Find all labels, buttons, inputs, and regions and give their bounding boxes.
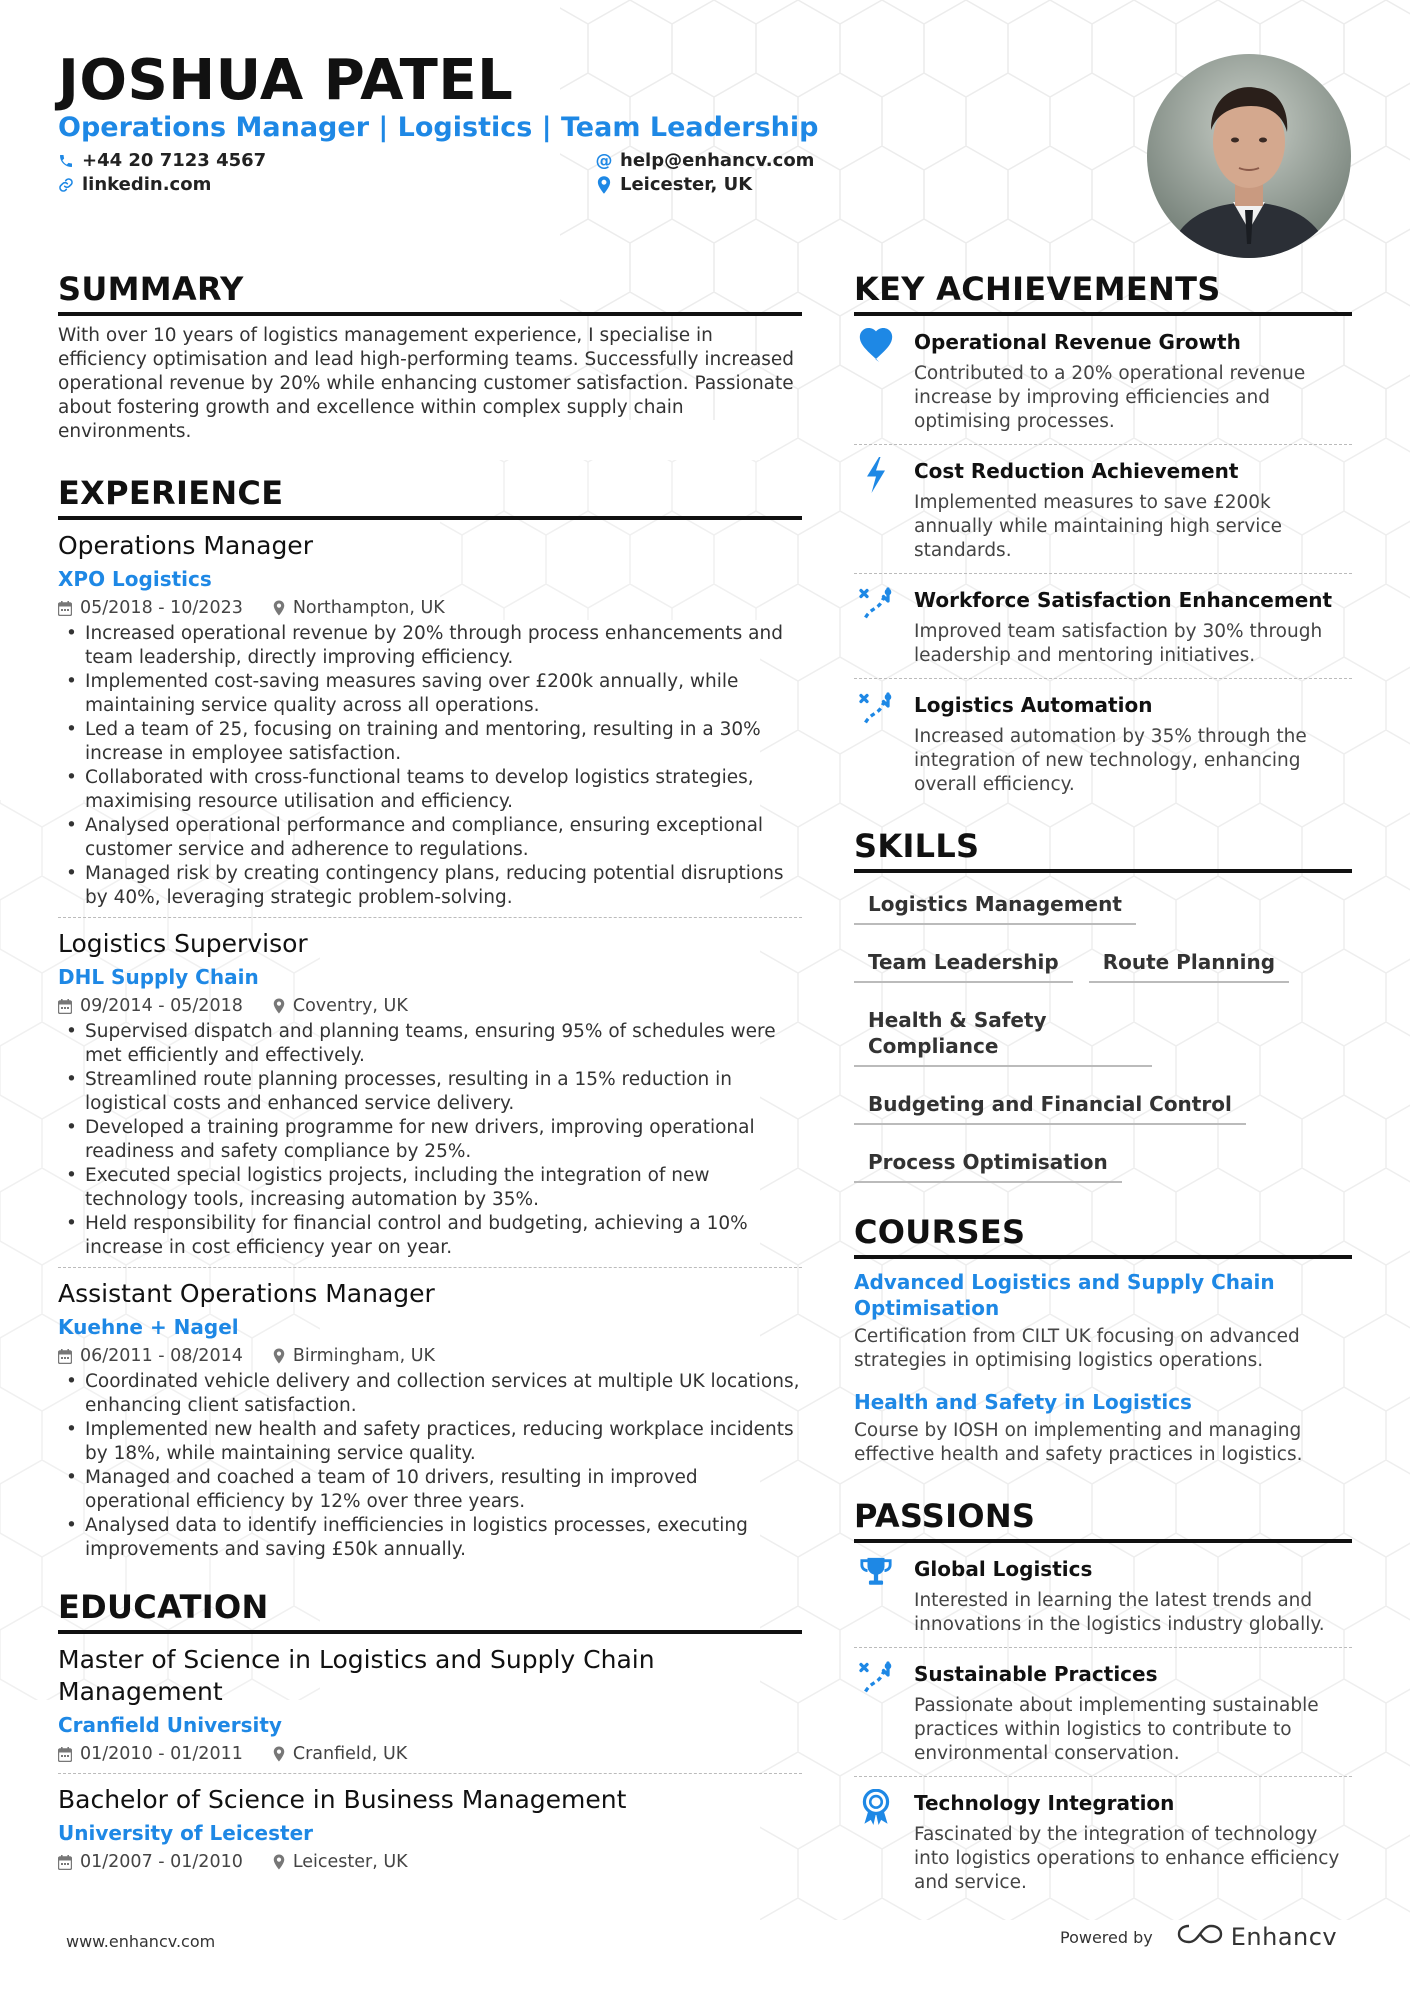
education-location: Leicester, UK xyxy=(292,1852,408,1872)
achievement-item xyxy=(854,445,1352,563)
course-desc: Course by IOSH on implementing and managing effective health and safety practices in logistics. xyxy=(854,1420,1303,1465)
skill-tag: Team Leadership xyxy=(854,945,1073,983)
location-pin-icon xyxy=(273,998,285,1014)
education-meta xyxy=(58,1850,802,1874)
achievement-desc: Increased automation by 35% through the integration of new technology, enhancing overall efficiency. xyxy=(914,726,1307,795)
footer-website[interactable]: www.enhancv.com xyxy=(66,1932,216,1951)
course-title[interactable]: Advanced Logistics and Supply Chain Optimisation xyxy=(854,1270,1275,1320)
education-item xyxy=(58,1644,802,1774)
phone-text: +44 20 7123 4567 xyxy=(82,150,267,171)
achievement-desc: Implemented measures to save £200k annually while maintaining high service standards. xyxy=(914,492,1283,561)
linkedin-text: linkedin.com xyxy=(82,174,212,195)
job-title: Operations Manager xyxy=(58,531,313,560)
bullet-item: • Managed and coached a team of 10 drivers, resulting in improved operational efficiency by 12% over three years. xyxy=(58,1466,802,1514)
brand-logo xyxy=(1177,1922,1337,1952)
job-meta xyxy=(58,1344,802,1368)
bullet-item: • Analysed data to identify inefficiencies in logistics processes, executing improvements and saving £50k annually. xyxy=(58,1514,802,1562)
passion-item xyxy=(854,1648,1352,1766)
skill-tag: Route Planning xyxy=(1089,945,1289,983)
route-icon xyxy=(854,691,898,797)
job-dates: 09/2014 - 05/2018 xyxy=(80,996,243,1016)
right-column xyxy=(854,270,1352,1895)
job-meta xyxy=(58,596,802,620)
passion-desc: Passionate about implementing sustainable practices within logistics to contribute to environmental conservation. xyxy=(914,1695,1319,1764)
education-item xyxy=(58,1784,802,1874)
company-name[interactable]: DHL Supply Chain xyxy=(58,965,259,989)
location-pin-icon xyxy=(596,177,612,193)
passion-desc: Fascinated by the integration of technology into logistics operations to enhance efficiency and service. xyxy=(914,1824,1340,1893)
education-heading: EDUCATION xyxy=(58,1588,802,1634)
candidate-name: JOSHUA PATEL xyxy=(58,48,514,113)
brand-name: Enhancv xyxy=(1230,1923,1338,1951)
skill-tag: Health & Safety Compliance xyxy=(854,1003,1152,1067)
route-icon xyxy=(854,1660,898,1766)
school-name[interactable]: Cranfield University xyxy=(58,1713,282,1737)
linkedin-contact[interactable] xyxy=(58,174,211,195)
link-icon xyxy=(58,177,74,193)
bullet-item: • Collaborated with cross-functional teams to develop logistics strategies, maximising resource utilisation and efficiency. xyxy=(58,766,802,814)
company-name[interactable]: XPO Logistics xyxy=(58,567,212,591)
summary-heading: SUMMARY xyxy=(58,270,802,316)
education-dates: 01/2007 - 01/2010 xyxy=(80,1852,243,1872)
skills-list xyxy=(854,887,1352,1183)
degree-title: Master of Science in Logistics and Supply Chain Management xyxy=(58,1645,655,1706)
skill-tag: Budgeting and Financial Control xyxy=(854,1087,1246,1125)
passion-title: Global Logistics xyxy=(914,1557,1093,1581)
passion-title: Sustainable Practices xyxy=(914,1662,1158,1686)
achievement-item xyxy=(854,574,1352,668)
courses-heading: COURSES xyxy=(854,1213,1352,1259)
course-desc: Certification from CILT UK focusing on advanced strategies in optimising logistics operations. xyxy=(854,1326,1300,1371)
bullet-item: • Increased operational revenue by 20% through process enhancements and team leadership, directly improving efficiency. xyxy=(58,622,802,670)
bullet-item: • Developed a training programme for new drivers, improving operational readiness and safety compliance by 25%. xyxy=(58,1116,802,1164)
phone-contact[interactable] xyxy=(58,150,266,171)
candidate-title: Operations Manager | Logistics | Team Leadership xyxy=(58,112,819,143)
passions-heading: PASSIONS xyxy=(854,1497,1352,1543)
job-location: Northampton, UK xyxy=(292,598,445,618)
job-title: Logistics Supervisor xyxy=(58,929,308,958)
bullet-item: • Coordinated vehicle delivery and collection services at multiple UK locations, enhancing client satisfaction. xyxy=(58,1370,802,1418)
calendar-icon xyxy=(58,1747,72,1762)
divider xyxy=(58,1773,802,1774)
contact-info xyxy=(58,150,815,202)
job-title: Assistant Operations Manager xyxy=(58,1279,435,1308)
left-column xyxy=(58,270,802,1874)
calendar-icon xyxy=(58,601,72,616)
education-meta xyxy=(58,1742,802,1766)
skill-tag: Logistics Management xyxy=(854,887,1136,925)
lightning-icon xyxy=(854,457,898,563)
course-item xyxy=(854,1389,1352,1467)
bullet-item: • Managed risk by creating contingency plans, reducing potential disruptions by 40%, leveraging strategic problem-solving. xyxy=(58,862,802,910)
job-dates: 05/2018 - 10/2023 xyxy=(80,598,243,618)
experience-item xyxy=(58,1278,802,1562)
email-contact[interactable] xyxy=(596,150,814,171)
skill-tag: Process Optimisation xyxy=(854,1145,1122,1183)
job-dates: 06/2011 - 08/2014 xyxy=(80,1346,243,1366)
bullet-item: • Streamlined route planning processes, resulting in a 15% reduction in logistical costs and enhanced service delivery. xyxy=(58,1068,802,1116)
route-icon xyxy=(854,586,898,668)
enhancv-logo-icon xyxy=(1177,1922,1223,1952)
phone-icon xyxy=(58,153,74,169)
achievement-item xyxy=(854,679,1352,797)
achievement-title: Operational Revenue Growth xyxy=(914,330,1241,354)
achievement-desc: Contributed to a 20% operational revenue increase by improving efficiencies and optimising processes. xyxy=(914,363,1306,432)
passion-title: Technology Integration xyxy=(914,1791,1175,1815)
location-pin-icon xyxy=(273,1854,285,1870)
bullet-item: • Led a team of 25, focusing on training and mentoring, resulting in a 30% increase in employee satisfaction. xyxy=(58,718,802,766)
award-icon xyxy=(854,1789,898,1895)
job-bullets xyxy=(58,622,802,910)
summary-text: With over 10 years of logistics management experience, I specialise in efficiency optimisation and lead high-performing teams. Successfully increased operational revenue by 20% while enhancing customer satisfaction. Passionate about fostering growth and excellence within complex supply chain environments. xyxy=(58,325,795,442)
achievement-title: Cost Reduction Achievement xyxy=(914,459,1239,483)
job-location: Birmingham, UK xyxy=(292,1346,435,1366)
bullet-item: • Analysed operational performance and compliance, ensuring exceptional customer service and adherence to regulations. xyxy=(58,814,802,862)
calendar-icon xyxy=(58,1855,72,1870)
experience-item xyxy=(58,928,802,1268)
education-dates: 01/2010 - 01/2011 xyxy=(80,1744,243,1764)
bullet-item: • Implemented new health and safety practices, reducing workplace incidents by 18%, while maintaining service quality. xyxy=(58,1418,802,1466)
location-text: Leicester, UK xyxy=(620,174,753,195)
experience-heading: EXPERIENCE xyxy=(58,474,802,520)
bullet-item: • Held responsibility for financial control and budgeting, achieving a 10% increase in cost efficiency year on year. xyxy=(58,1212,802,1260)
divider xyxy=(58,917,802,918)
job-location: Coventry, UK xyxy=(292,996,408,1016)
powered-by-text: Powered by xyxy=(1060,1927,1153,1947)
divider xyxy=(58,1267,802,1268)
profile-photo xyxy=(1147,54,1351,258)
passion-item xyxy=(854,1777,1352,1895)
calendar-icon xyxy=(58,1349,72,1364)
company-name[interactable]: Kuehne + Nagel xyxy=(58,1315,239,1339)
achievement-desc: Improved team satisfaction by 30% through leadership and mentoring initiatives. xyxy=(914,621,1323,666)
bullet-item: • Supervised dispatch and planning teams, ensuring 95% of schedules were met efficiently and effectively. xyxy=(58,1020,802,1068)
achievement-title: Logistics Automation xyxy=(914,693,1153,717)
education-location: Cranfield, UK xyxy=(292,1744,408,1764)
job-bullets xyxy=(58,1020,802,1260)
heart-icon xyxy=(854,328,898,434)
location-pin-icon xyxy=(273,1746,285,1762)
calendar-icon xyxy=(58,999,72,1014)
location-pin-icon xyxy=(273,600,285,616)
course-title[interactable]: Health and Safety in Logistics xyxy=(854,1390,1192,1414)
location-pin-icon xyxy=(273,1348,285,1364)
email-text: help@enhancv.com xyxy=(620,150,815,171)
course-item xyxy=(854,1269,1352,1373)
bullet-item: • Implemented cost-saving measures saving over £200k annually, while maintaining service quality across all operations. xyxy=(58,670,802,718)
degree-title: Bachelor of Science in Business Management xyxy=(58,1785,627,1814)
job-meta xyxy=(58,994,802,1018)
trophy-icon xyxy=(854,1555,898,1637)
achievement-item xyxy=(854,316,1352,434)
passion-desc: Interested in learning the latest trends and innovations in the logistics industry globally. xyxy=(914,1590,1325,1635)
at-icon: @ xyxy=(595,150,613,171)
location-contact xyxy=(596,174,752,195)
bullet-item: • Executed special logistics projects, including the integration of new technology tools, increasing automation by 35%. xyxy=(58,1164,802,1212)
experience-item xyxy=(58,530,802,918)
footer-branding[interactable] xyxy=(1060,1922,1337,1952)
passion-item xyxy=(854,1543,1352,1637)
achievement-title: Workforce Satisfaction Enhancement xyxy=(914,588,1333,612)
school-name[interactable]: University of Leicester xyxy=(58,1821,313,1845)
achievements-heading: KEY ACHIEVEMENTS xyxy=(854,270,1352,316)
job-bullets xyxy=(58,1370,802,1562)
skills-heading: SKILLS xyxy=(854,827,1352,873)
